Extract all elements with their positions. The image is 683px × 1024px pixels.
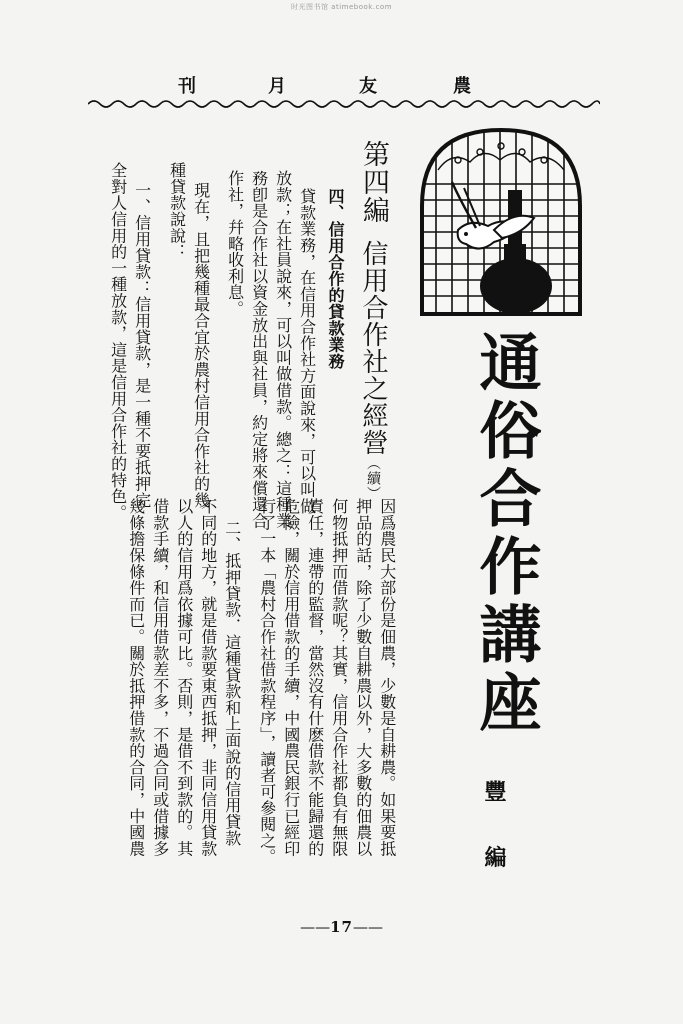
header-char-4: 刊 [178, 76, 196, 97]
section-four-col-4: 作社，幷略收利息。 [225, 170, 245, 317]
section-four-col-3: 務卽是合作社以資金放出與社員，約定將來償還合 [249, 170, 269, 529]
chapter-continued: （續） [365, 456, 381, 501]
lower-col-1: 因爲農民大部份是佃農，少數是自耕農。如果要抵 [377, 498, 397, 857]
section-four-col-5: 現在，且把幾種最合宜於農村信用合作社的幾 [191, 182, 211, 508]
lower-col-2: 押品的話，除了少數自耕農以外，大多數的佃農以 [353, 498, 373, 857]
lower-col-3: 何物抵押而借款呢？其實，信用合作社都負有無限 [329, 498, 349, 857]
header-char-3: 月 [268, 76, 286, 97]
lower-col-10: 借款手續，和信用借款差不多，不過合同或借據多 [150, 498, 170, 857]
section-four-col-2: 放款；在社員說來，可以叫做借款。總之：這種業 [273, 170, 293, 529]
section-four-title: 四、信用合作的貸款業務 [326, 188, 345, 370]
lower-col-6: 行了一本「農村合作社借款程序」，讀者可參閱之。 [257, 498, 277, 865]
header-wavy-rule [88, 96, 600, 110]
page-number-value: 17 [330, 918, 353, 936]
header-char-1: 農 [453, 76, 471, 97]
chapter-heading [358, 140, 388, 501]
watermark: 时光图书馆 atimebook.com [290, 3, 393, 11]
lower-col-8: 不同的地方，就是借款要東西抵押，非同信用貸款 [198, 498, 218, 857]
lower-col-9: 以人的信用爲依據可比。否則，是借不到款的。其 [174, 498, 194, 857]
lower-col-5: 危險，關於信用借款的手續，中國農民銀行已經印 [281, 498, 301, 857]
chapter-title: 信用合作社之經營 [358, 240, 388, 456]
page-number: ——17—— [300, 918, 383, 936]
author: 豐 編 [481, 780, 507, 886]
series-title: 通俗合作講座 [469, 330, 542, 738]
dove-with-candle-window-illustration [418, 126, 584, 318]
credit-loan-col-1: 一、信用貸款：信用貸款，是一種不要抵押完 [132, 182, 152, 508]
credit-loan-col-2: 全對人信用的一種放款，這是信用合作社的特色。 [108, 162, 128, 521]
chapter-number: 第四編 [358, 140, 389, 224]
section-four-col-6: 種貸款說說： [167, 162, 187, 260]
section-four-col-1: 貸款業務，在信用合作社方面說來，可以叫做 [297, 188, 317, 514]
lower-col-4: 責任，連帶的監督，當然沒有什麽借款不能歸還的 [305, 498, 325, 857]
lower-col-7: 二、抵押貸款．這種貸款和上面說的信用貸款 [222, 520, 242, 846]
header-char-2: 友 [359, 76, 377, 97]
lower-col-11: 幾條擔保條件而已。關於抵押借款的合同，中國農 [126, 498, 146, 857]
